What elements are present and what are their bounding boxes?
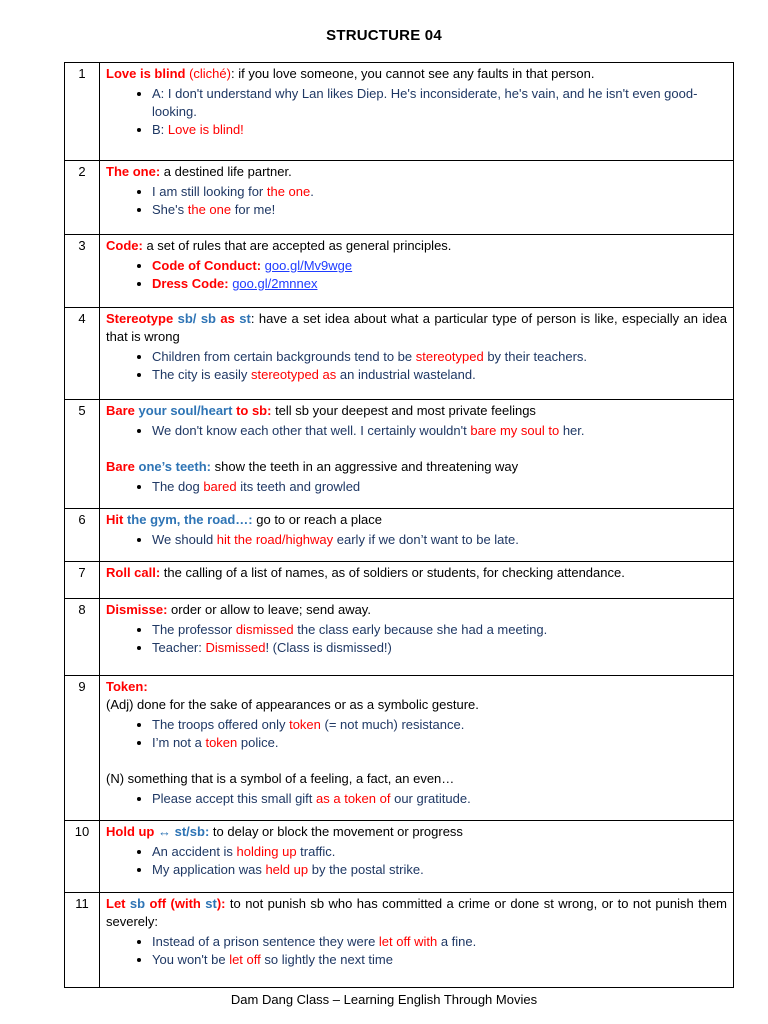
entry-definition: tell sb your deepest and most private feelings xyxy=(271,403,536,418)
example-item xyxy=(152,621,727,639)
row-number: 3 xyxy=(65,235,100,308)
example-item xyxy=(152,639,727,657)
example-text: by the postal strike. xyxy=(308,862,424,877)
example-item xyxy=(152,843,727,861)
example-list xyxy=(106,348,727,384)
example-item xyxy=(152,478,727,496)
example-item xyxy=(152,348,727,366)
example-text: Please accept this small gift xyxy=(152,791,317,806)
example-text: Instead of a prison sentence they were xyxy=(152,934,379,949)
entry-cell xyxy=(100,63,734,161)
example-item xyxy=(152,790,727,808)
example-highlight: stereotyped xyxy=(415,349,484,364)
example-text: We don't know each other that well. I certainly wouldn't xyxy=(152,423,471,438)
example-item xyxy=(152,933,727,951)
row-number: 7 xyxy=(65,562,100,599)
example-text: An accident is xyxy=(152,844,237,859)
entry-term: to sb: xyxy=(232,403,272,418)
example-highlight: stereotyped as xyxy=(250,367,337,382)
table-row xyxy=(65,235,734,308)
example-text: an industrial wasteland. xyxy=(336,367,476,382)
example-highlight: Dismissed xyxy=(205,640,266,655)
table-row xyxy=(65,308,734,400)
entry-definition: the calling of a list of names, as of soldiers or students, for checking attendance. xyxy=(160,565,625,580)
example-list xyxy=(106,422,727,440)
example-text: traffic. xyxy=(296,844,336,859)
entry-note: (cliché) xyxy=(185,66,231,81)
entry-term: Hold up xyxy=(106,824,155,839)
example-text: its teeth and growled xyxy=(236,479,361,494)
example-highlight: token xyxy=(289,717,321,732)
row-number: 5 xyxy=(65,400,100,509)
entry-cell xyxy=(100,676,734,821)
example-list xyxy=(106,478,727,496)
entry-term: off (with xyxy=(149,896,201,911)
example-text: I’m not a xyxy=(152,735,206,750)
example-highlight: let off xyxy=(229,952,261,967)
example-highlight: the one xyxy=(266,184,311,199)
example-list xyxy=(106,843,727,879)
example-item xyxy=(152,422,727,440)
table-row xyxy=(65,400,734,509)
example-list xyxy=(106,790,727,808)
example-text: The professor xyxy=(152,622,236,637)
example-text: her. xyxy=(559,423,585,438)
example-item xyxy=(152,861,727,879)
example-item xyxy=(152,121,727,139)
example-highlight: Love is blind! xyxy=(167,122,244,137)
entry-term-object: sb xyxy=(125,896,150,911)
entry-term: Hit xyxy=(106,512,124,527)
example-text: police. xyxy=(237,735,279,750)
entry-cell xyxy=(100,562,734,599)
entry-term-object: st xyxy=(200,896,217,911)
example-label: Code of Conduct: xyxy=(152,258,262,273)
entry-definition: (N) something that is a symbol of a feeling, a fact, an even… xyxy=(106,771,455,786)
entry-term: Roll call: xyxy=(106,565,161,580)
example-list xyxy=(106,531,727,549)
page-title: STRUCTURE 04 xyxy=(326,27,442,44)
row-number: 8 xyxy=(65,599,100,676)
row-number: 10 xyxy=(65,821,100,893)
example-item xyxy=(152,716,727,734)
example-item xyxy=(152,85,727,121)
row-number: 6 xyxy=(65,509,100,562)
example-text: by their teachers. xyxy=(483,349,588,364)
entry-cell xyxy=(100,893,734,988)
entry-term-object: the gym, the road…: xyxy=(123,512,253,527)
entry-term: Bare xyxy=(106,459,135,474)
example-item xyxy=(152,734,727,752)
entry-cell xyxy=(100,599,734,676)
dress-code-link[interactable]: goo.gl/2mnnex xyxy=(232,276,318,291)
example-text: The dog xyxy=(152,479,204,494)
example-text: Children from certain backgrounds tend to be xyxy=(152,349,416,364)
example-text: My application was xyxy=(152,862,266,877)
table-row xyxy=(65,509,734,562)
table-row xyxy=(65,821,734,893)
example-item xyxy=(152,257,727,275)
entry-term-object: ↔ st/sb: xyxy=(154,824,210,839)
entry-term-object: your soul/heart xyxy=(134,403,233,418)
entry-term: Stereotype xyxy=(106,311,174,326)
entry-definition: to delay or block the movement or progress xyxy=(209,824,463,839)
entry-definition: a destined life partner. xyxy=(160,164,292,179)
entry-term-object: sb/ xyxy=(173,311,197,326)
page-footer: Dam Dang Class – Learning English Through Movies xyxy=(230,992,538,1007)
entry-term: Love is blind xyxy=(106,66,186,81)
row-number: 4 xyxy=(65,308,100,400)
code-of-conduct-link[interactable]: goo.gl/Mv9wge xyxy=(264,258,353,273)
row-number: 2 xyxy=(65,161,100,235)
example-item xyxy=(152,951,727,969)
row-number: 9 xyxy=(65,676,100,821)
example-text: A: I don't understand why Lan likes Diep. He's inconsiderate, he's vain, and he isn't even good-looking. xyxy=(152,86,698,119)
entry-cell xyxy=(100,235,734,308)
example-item xyxy=(152,531,727,549)
example-list xyxy=(106,257,727,293)
entry-definition: a set of rules that are accepted as general principles. xyxy=(142,238,452,253)
table-row xyxy=(65,599,734,676)
example-item xyxy=(152,183,727,201)
example-item xyxy=(152,201,727,219)
example-highlight: the one xyxy=(187,202,232,217)
example-list xyxy=(106,183,727,219)
entry-term: as xyxy=(220,311,235,326)
entry-cell xyxy=(100,308,734,400)
row-number: 1 xyxy=(65,63,100,161)
example-text: the class early because she had a meeting. xyxy=(293,622,548,637)
example-text: We should xyxy=(152,532,217,547)
row-number: 11 xyxy=(65,893,100,988)
example-text: a fine. xyxy=(437,934,477,949)
entry-term-object: sb xyxy=(196,311,221,326)
example-highlight: bared xyxy=(203,479,237,494)
entry-term-object: st xyxy=(234,311,251,326)
entry-definition: go to or reach a place xyxy=(252,512,382,527)
entry-definition: show the teeth in an aggressive and threatening way xyxy=(211,459,519,474)
table-row xyxy=(65,562,734,599)
example-text: You won't be xyxy=(152,952,230,967)
example-text: The city is easily xyxy=(152,367,251,382)
example-highlight: token xyxy=(205,735,238,750)
entry-definition: : if you love someone, you cannot see any faults in that person. xyxy=(230,66,595,81)
example-text: (= not much) resistance. xyxy=(320,717,465,732)
entry-definition: (Adj) done for the sake of appearances or as a symbolic gesture. xyxy=(106,697,479,712)
example-highlight: let off with xyxy=(378,934,438,949)
entry-term-object: one’s teeth: xyxy=(134,459,212,474)
example-item xyxy=(152,275,727,293)
example-label: Dress Code: xyxy=(152,276,229,291)
example-item xyxy=(152,366,727,384)
entry-term: Code: xyxy=(106,238,143,253)
example-list xyxy=(106,716,727,752)
example-list xyxy=(106,85,727,139)
table-row xyxy=(65,676,734,821)
example-highlight: as a token of xyxy=(316,791,391,806)
example-text: early if we don’t want to be late. xyxy=(333,532,519,547)
entry-term: The one: xyxy=(106,164,161,179)
entry-definition: to not punish sb who has committed a crime or done st wrong, or to not punish them severely: xyxy=(106,896,728,929)
table-row xyxy=(65,893,734,988)
table-row xyxy=(65,63,734,161)
vocabulary-table xyxy=(64,62,734,988)
example-text: She's xyxy=(152,202,188,217)
example-text: our gratitude. xyxy=(390,791,471,806)
entry-cell xyxy=(100,821,734,893)
entry-cell xyxy=(100,509,734,562)
example-text: . xyxy=(310,184,314,199)
example-text: B: xyxy=(152,122,168,137)
example-text: I am still looking for xyxy=(152,184,267,199)
entry-cell xyxy=(100,161,734,235)
entry-term: Dismisse: xyxy=(106,602,168,617)
entry-definition: order or allow to leave; send away. xyxy=(167,602,371,617)
example-highlight: hit the road/highway xyxy=(216,532,334,547)
table-row xyxy=(65,161,734,235)
entry-term: Token: xyxy=(106,679,148,694)
example-highlight: dismissed xyxy=(235,622,294,637)
example-text: The troops offered only xyxy=(152,717,290,732)
entry-cell xyxy=(100,400,734,509)
entry-definition: : have a set idea about what a particular type of person is like, especially an idea that is wrong xyxy=(106,311,727,344)
example-text: so lightly the next time xyxy=(260,952,393,967)
example-highlight: held up xyxy=(265,862,309,877)
example-list xyxy=(106,933,727,969)
entry-term: ): xyxy=(216,896,226,911)
example-highlight: holding up xyxy=(236,844,297,859)
entry-term: Bare xyxy=(106,403,135,418)
entry-term: Let xyxy=(106,896,126,911)
example-text: Teacher: xyxy=(152,640,206,655)
example-list xyxy=(106,621,727,657)
example-highlight: bare my soul to xyxy=(470,423,560,438)
example-text: for me! xyxy=(231,202,276,217)
example-text: ! (Class is dismissed!) xyxy=(265,640,392,655)
